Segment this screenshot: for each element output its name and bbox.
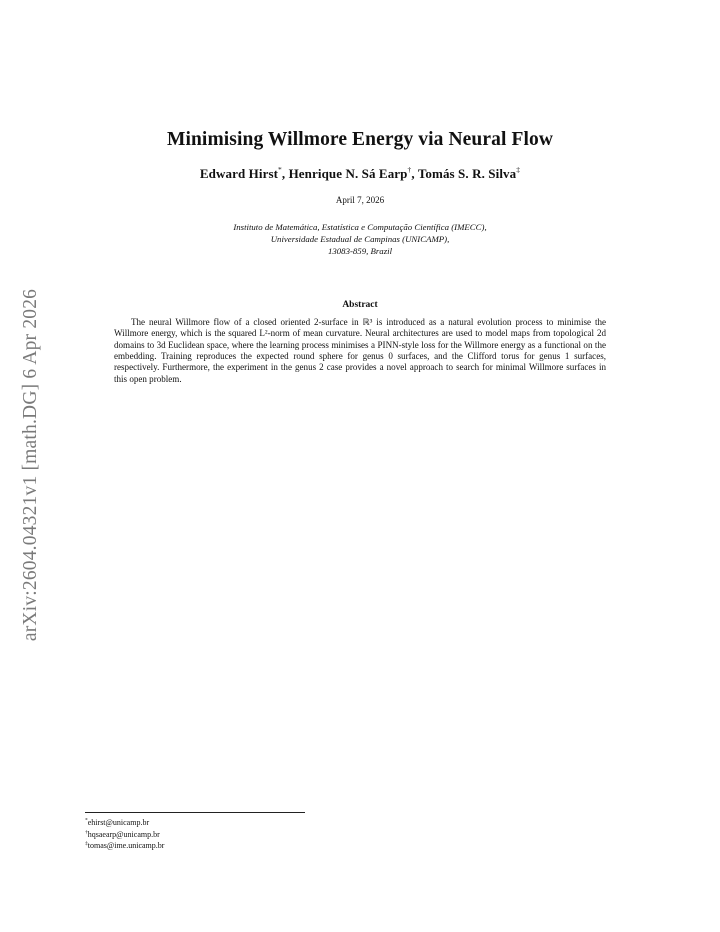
author-list [114,166,606,182]
author-name: Henrique N. Sá Earp [288,166,408,181]
author-footnote-mark[interactable]: † [407,165,412,174]
footnote-mark: * [85,817,88,824]
footnotes-block [85,817,164,852]
publication-date: April 7, 2026 [335,195,385,205]
footnote-item [85,840,164,852]
footnote-email-link[interactable]: ehirst@unicamp.br [87,818,150,827]
author-separator: , [281,166,289,181]
footnote-item [85,817,164,829]
abstract-heading: Abstract [342,300,378,310]
author-name: Edward Hirst [199,166,279,181]
paper-title: Minimising Willmore Energy via Neural Flow [166,129,554,150]
author-name: Tomás S. R. Silva [417,166,517,181]
affiliation-line: Universidade Estadual de Campinas (UNICAMP), [270,234,450,244]
author-footnote-mark[interactable]: ‡ [516,165,521,174]
affiliation-line: 13083-859, Brazil [327,246,393,256]
author-footnote-mark[interactable]: * [278,165,282,174]
footnote-divider [85,812,305,813]
arxiv-identifier-stamp: arXiv:2604.04321v1 [math.DG] 6 Apr 2026 [20,288,41,642]
affiliation-block [114,221,606,257]
affiliation-line: Instituto de Matemática, Estatística e Computação Científica (IMECC), [233,222,487,232]
footnote-mark: † [85,829,88,835]
footnote-email-link[interactable]: hqsaearp@unicamp.br [87,829,160,839]
abstract-text: The neural Willmore flow of a closed oriented 2-surface in ℝ³ is introduced as a natural evolution process to minimise the Willmore energy, which is the squared L²-norm of mean curvature. Neural architectures are used to model maps from topological 2d domains to 3d Euclidean space, where the learning process minimises a PINN-style loss for the Willmore energy as a functional on the embedding. Training reproduces the expected round sphere for genus 0 surfaces, and the Clifford torus for genus 1 surfaces, respectively. Furthermore, the experiment in the genus 2 case provides a novel approach to search for minimal Willmore surfaces in this open problem. [114,317,606,384]
footnote-email-link[interactable]: tomas@ime.unicamp.br [87,841,165,850]
footnote-mark: ‡ [85,840,88,847]
footnote-item [85,829,164,841]
author-separator: , [411,166,418,181]
